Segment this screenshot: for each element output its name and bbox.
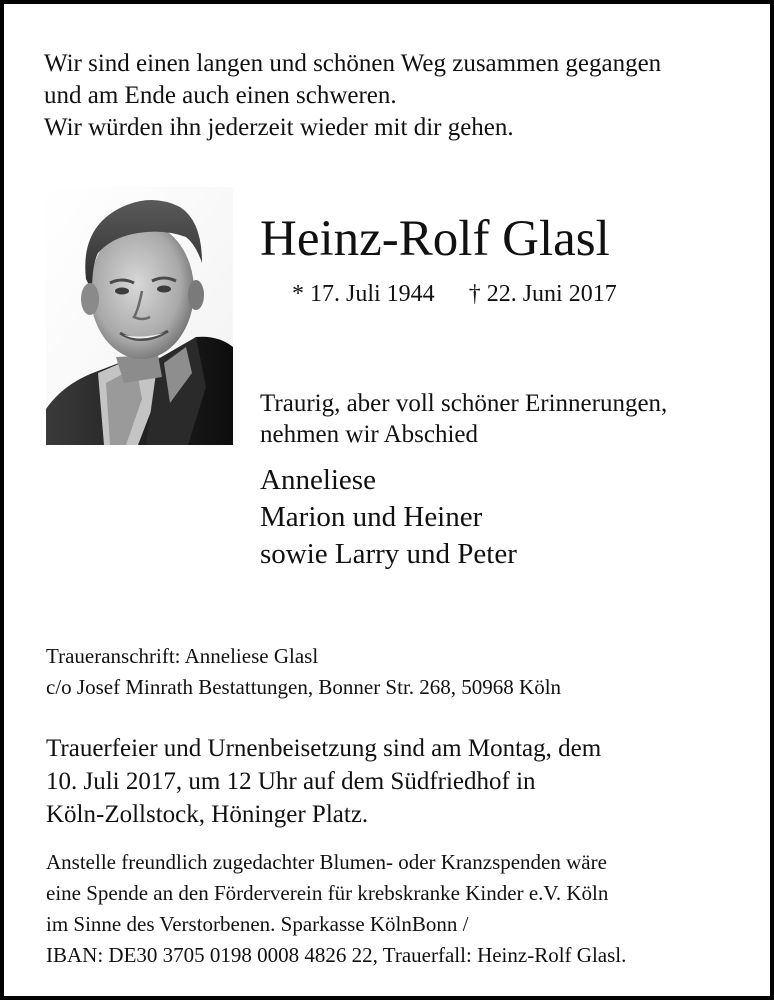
mourners-list	[260, 462, 517, 573]
portrait-photo	[46, 187, 233, 445]
birth-date: * 17. Juli 1944	[292, 281, 435, 307]
mourner-name: Marion und Heiner	[260, 501, 483, 533]
poem-line: und am Ende auch einen schweren.	[44, 82, 397, 109]
ceremony-line: Köln-Zollstock, Höninger Platz.	[46, 801, 369, 828]
donation-line: Anstelle freundlich zugedachter Blumen- oder Kranzspenden wäre	[46, 850, 607, 874]
mourner-name: sowie Larry und Peter	[260, 538, 517, 570]
ceremony-line: 10. Juli 2017, um 12 Uhr auf dem Südfriedhof in	[46, 768, 536, 795]
address-line: c/o Josef Minrath Bestattungen, Bonner Str. 268, 50968 Köln	[46, 675, 562, 699]
address-line: Traueranschrift: Anneliese Glasl	[46, 644, 319, 668]
memorial-poem	[44, 48, 661, 144]
donation-request	[46, 847, 626, 971]
life-dates	[292, 279, 617, 309]
deceased-name: Heinz-Rolf Glasl	[260, 211, 610, 267]
donation-line: IBAN: DE30 3705 0198 0008 4826 22, Trauerfall: Heinz-Rolf Glasl.	[46, 943, 627, 967]
intro-line: nehmen wir Abschied	[260, 421, 479, 448]
mourner-name: Anneliese	[260, 464, 376, 496]
donation-line: eine Spende an den Förderverein für krebskranke Kinder e.V. Köln	[46, 881, 609, 905]
death-date: † 22. Juni 2017	[468, 281, 617, 307]
ceremony-line: Trauerfeier und Urnenbeisetzung sind am Montag, dem	[46, 735, 602, 762]
farewell-intro	[260, 388, 667, 450]
intro-line: Traurig, aber voll schöner Erinnerungen,	[260, 390, 668, 417]
poem-line: Wir würden ihn jederzeit wieder mit dir gehen.	[44, 114, 514, 141]
donation-line: im Sinne des Verstorbenen. Sparkasse KölnBonn /	[46, 912, 469, 936]
poem-line: Wir sind einen langen und schönen Weg zusammen gegangen	[44, 50, 662, 77]
mourning-address	[46, 641, 561, 703]
funeral-ceremony-info	[46, 732, 601, 831]
